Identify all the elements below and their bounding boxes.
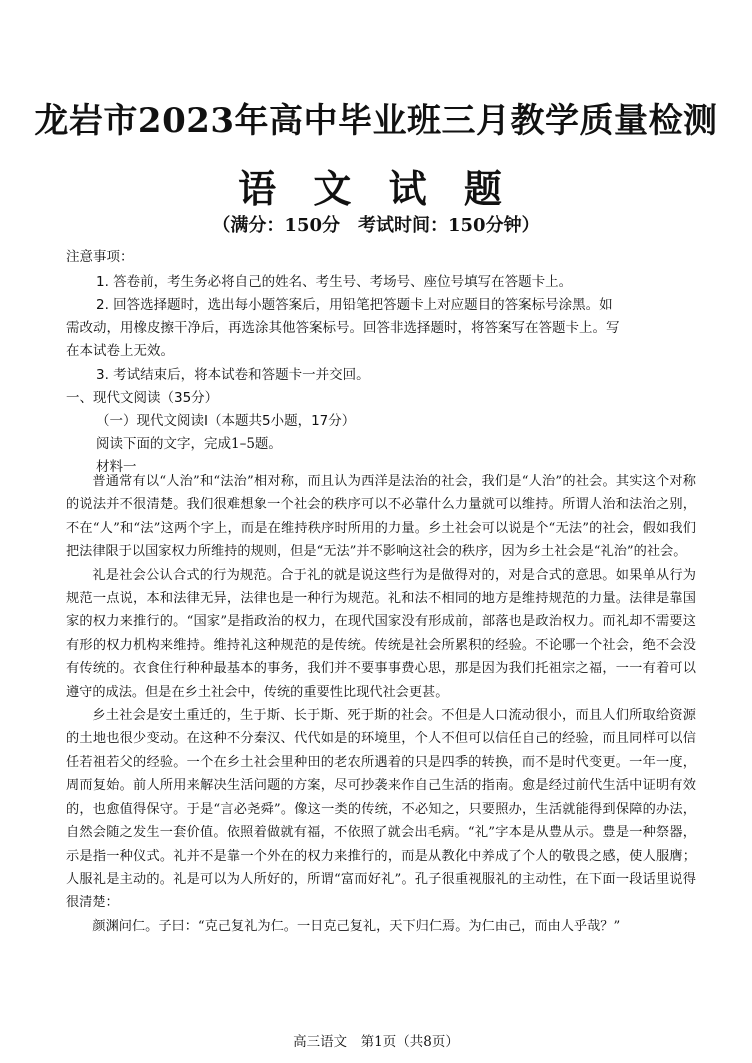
- main-title: 龙岩市2023年高中毕业班三月教学质量检测: [34, 101, 718, 141]
- instruction: 阅读下面的文字，完成1–5题。: [96, 436, 282, 452]
- notice-title: 注意事项：: [66, 249, 134, 265]
- notice-item: 1. 答卷前，考生务必将自己的姓名、考生号、考场号、座位号填写在答题卡上。: [96, 274, 573, 290]
- notice-item: 3. 考试结束后，将本试卷和答题卡一并交回。: [96, 367, 370, 383]
- section-title: 一、现代文阅读（35分）: [66, 390, 219, 406]
- passage: [66, 470, 696, 938]
- material-label: 材料一: [96, 459, 137, 475]
- paragraph: 颜渊问仁。子曰：“克己复礼为仁。一日克己复礼，天下归仁焉。为仁由己，而由人乎哉？”: [92, 918, 621, 934]
- notice-item: 在本试卷上无效。: [66, 343, 174, 359]
- sub-title: 语 文 试 题: [238, 166, 514, 211]
- notice-item: 2. 回答选择题时，选出每小题答案后，用铅笔把答题卡上对应题目的答案标号涂黑。如: [96, 297, 613, 313]
- exam-info: （满分：150分 考试时间：150分钟）: [212, 215, 540, 236]
- page-footer: 高三语文 第1页（共8页）: [293, 1034, 459, 1050]
- paragraph: 乡土社会是安土重迁的，生于斯、长于斯、死于斯的社会。不但是人口流动很小，而且人们所取给资源的土地也很少变动。在这种不分秦汉、代代如是的环境里，个人不但可以信任自己的经验，而且同样可以信任若祖若父的经验。一个在乡土社会里种田的老农所遇着的只是四季的转换，而不是时代变更。一年一度，周而复始。前人所用来解决生活问题的方案，尽可抄袭来作自己生活的指南。愈是经过前代生活中证明有效的，也愈值得保守。于是“言必尧舜”。像这一类的传统，不必知之，只要照办，生活就能得到保障的办法，自然会随之发生一套价值。依照着做就有福，不依照了就会出毛病。“礼”字本是从豊从示。豊是一种祭器，示是指一种仪式。礼并不是靠一个外在的权力来推行的，而是从教化中养成了个人的敬畏之感，使人服膺；人服礼是主动的。礼是可以为人所好的，所谓“富而好礼”。孔子很重视服礼的主动性，在下面一段话里说得很清楚：: [66, 708, 696, 911]
- notice-item: 需改动，用橡皮擦干净后，再选涂其他答案标号。回答非选择题时，将答案写在答题卡上。写: [66, 320, 620, 336]
- paragraph: 礼是社会公认合式的行为规范。合于礼的就是说这些行为是做得对的，对是合式的意思。如果单从行为规范一点说，本和法律无异，法律也是一种行为规范。礼和法不相同的地方是维持规范的力量。法律是靠国家的权力来推行的。“国家”是指政治的权力，在现代国家没有形成前，部落也是政治权力。而礼却不需要这有形的权力机构来维持。维持礼这种规范的是传统。传统是社会所累积的经验。不论哪一个社会，绝不会没有传统的。衣食住行种种最基本的事务，我们并不要事事费心思，那是因为我们托祖宗之福，一一有着可以遵守的成法。但是在乡土社会中，传统的重要性比现代社会更甚。: [66, 567, 696, 700]
- paragraph: 普通常有以“人治”和“法治”相对称，而且认为西洋是法治的社会，我们是“人治”的社会。其实这个对称的说法并不很清楚。我们很难想象一个社会的秩序可以不必靠什么力量就可以维持。所谓人治和法治之别，不在“人”和“法”这两个字上，而是在维持秩序时所用的力量。乡土社会可以说是个“无法”的社会，假如我们把法律限于以国家权力所维持的规则，但是“无法”并不影响这社会的秩序，因为乡土社会是“礼治”的社会。: [66, 474, 696, 560]
- subsection-title: （一）现代文阅读Ⅰ（本题共5小题，17分）: [96, 413, 356, 429]
